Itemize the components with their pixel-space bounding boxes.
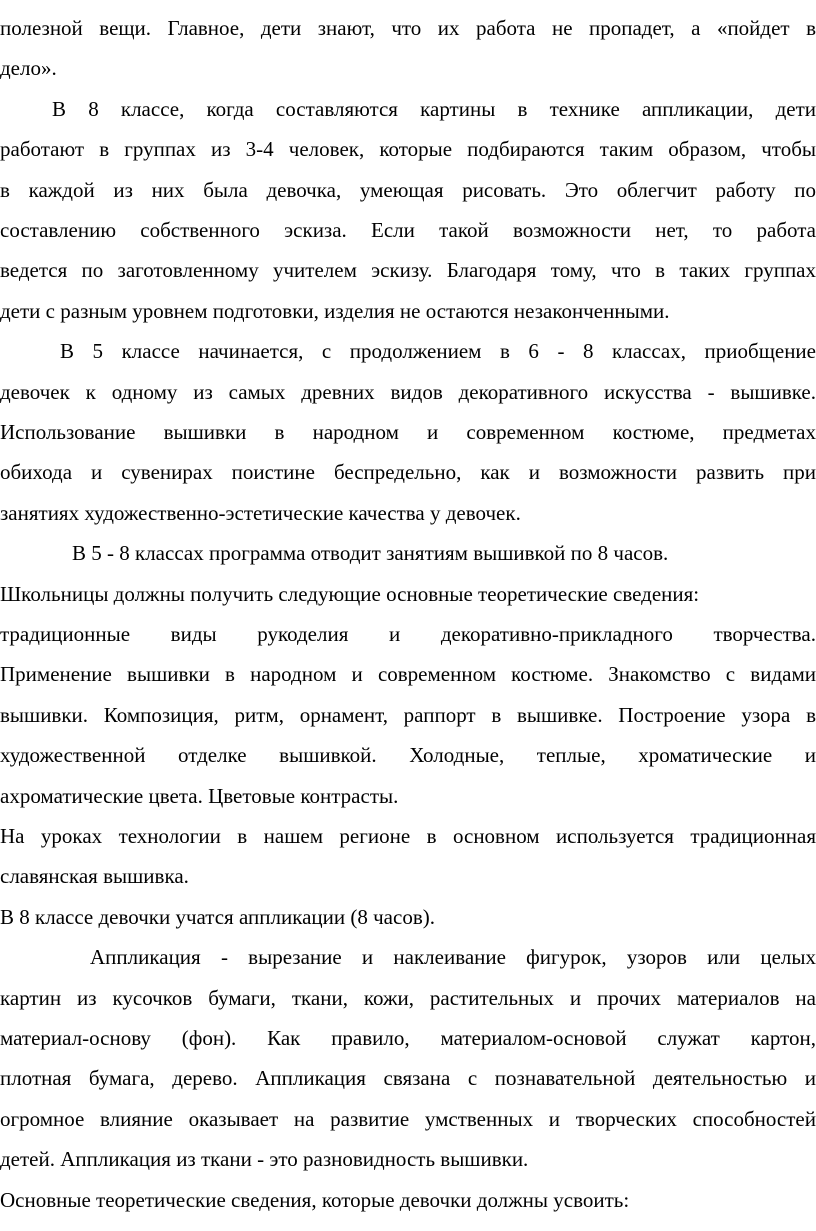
text-line: В 8 классе, когда составляются картины в технике аппликации, дети	[52, 96, 816, 121]
text-line: Аппликация - вырезание и наклеивание фигурок, узоров или целых	[90, 945, 816, 970]
text-line: ахроматические цвета. Цветовые контрасты.	[0, 783, 399, 808]
text-line: в каждой из них была девочка, умеющая рисовать. Это облегчит работу по	[0, 177, 816, 202]
text-line: В 5 - 8 классах программа отводит занятиям вышивкой по 8 часов.	[72, 541, 669, 566]
text-line: вышивки. Композиция, ритм, орнамент, раппорт в вышивке. Построение узора в	[0, 702, 816, 727]
text-line: детей. Аппликация из ткани - это разновидность вышивки.	[0, 1147, 529, 1172]
text-line: обихода и сувенирах поистине беспредельно, как и возможности развить при	[0, 460, 816, 485]
text-line: традиционные виды рукоделия и декоративно-прикладного творчества.	[0, 622, 816, 646]
text-line: В 8 классе девочки учатся аппликации (8 часов).	[0, 904, 435, 929]
text-line: плотная бумага, дерево. Аппликация связана с познавательной деятельностью и	[0, 1066, 816, 1091]
text-line: полезной вещи. Главное, дети знают, что их работа не пропадет, а «пойдет в	[0, 16, 816, 40]
text-line: Основные теоретические сведения, которые девочки должны усвоить:	[0, 1187, 630, 1212]
text-line: составлению собственного эскиза. Если такой возможности нет, то работа	[0, 218, 816, 242]
text-line: В 5 классе начинается, с продолжением в 6 - 8 классах, приобщение	[60, 339, 816, 364]
text-line: материал-основу (фон). Как правило, материалом-основой служат картон,	[0, 1026, 816, 1050]
text-line: девочек к одному из самых древних видов декоративного искусства - вышивке.	[0, 379, 816, 404]
text-line: На уроках технологии в нашем регионе в основном используется традиционная	[0, 824, 816, 848]
text-line: Школьницы должны получить следующие основные теоретические сведения:	[0, 581, 700, 606]
text-line: огромное влияние оказывает на развитие умственных и творческих способностей	[0, 1106, 816, 1131]
text-line: Использование вышивки в народном и современном костюме, предметах	[0, 420, 816, 444]
text-line: дети с разным уровнем подготовки, изделия не остаются незаконченными.	[0, 298, 670, 323]
text-line: Применение вышивки в народном и современном костюме. Знакомство с видами	[0, 662, 816, 687]
text-line: ведется по заготовленному учителем эскизу. Благодаря тому, что в таких группах	[0, 258, 816, 283]
text-line: дело».	[0, 56, 57, 81]
text-line: занятиях художественно-эстетические качества у девочек.	[0, 500, 521, 525]
text-line: славянская вышивка.	[0, 864, 189, 889]
text-line: картин из кусочков бумаги, ткани, кожи, растительных и прочих материалов на	[0, 985, 816, 1010]
text-line: художественной отделке вышивкой. Холодные, теплые, хроматические и	[0, 743, 816, 768]
text-line: работают в группах из 3-4 человек, которые подбираются таким образом, чтобы	[0, 137, 816, 162]
